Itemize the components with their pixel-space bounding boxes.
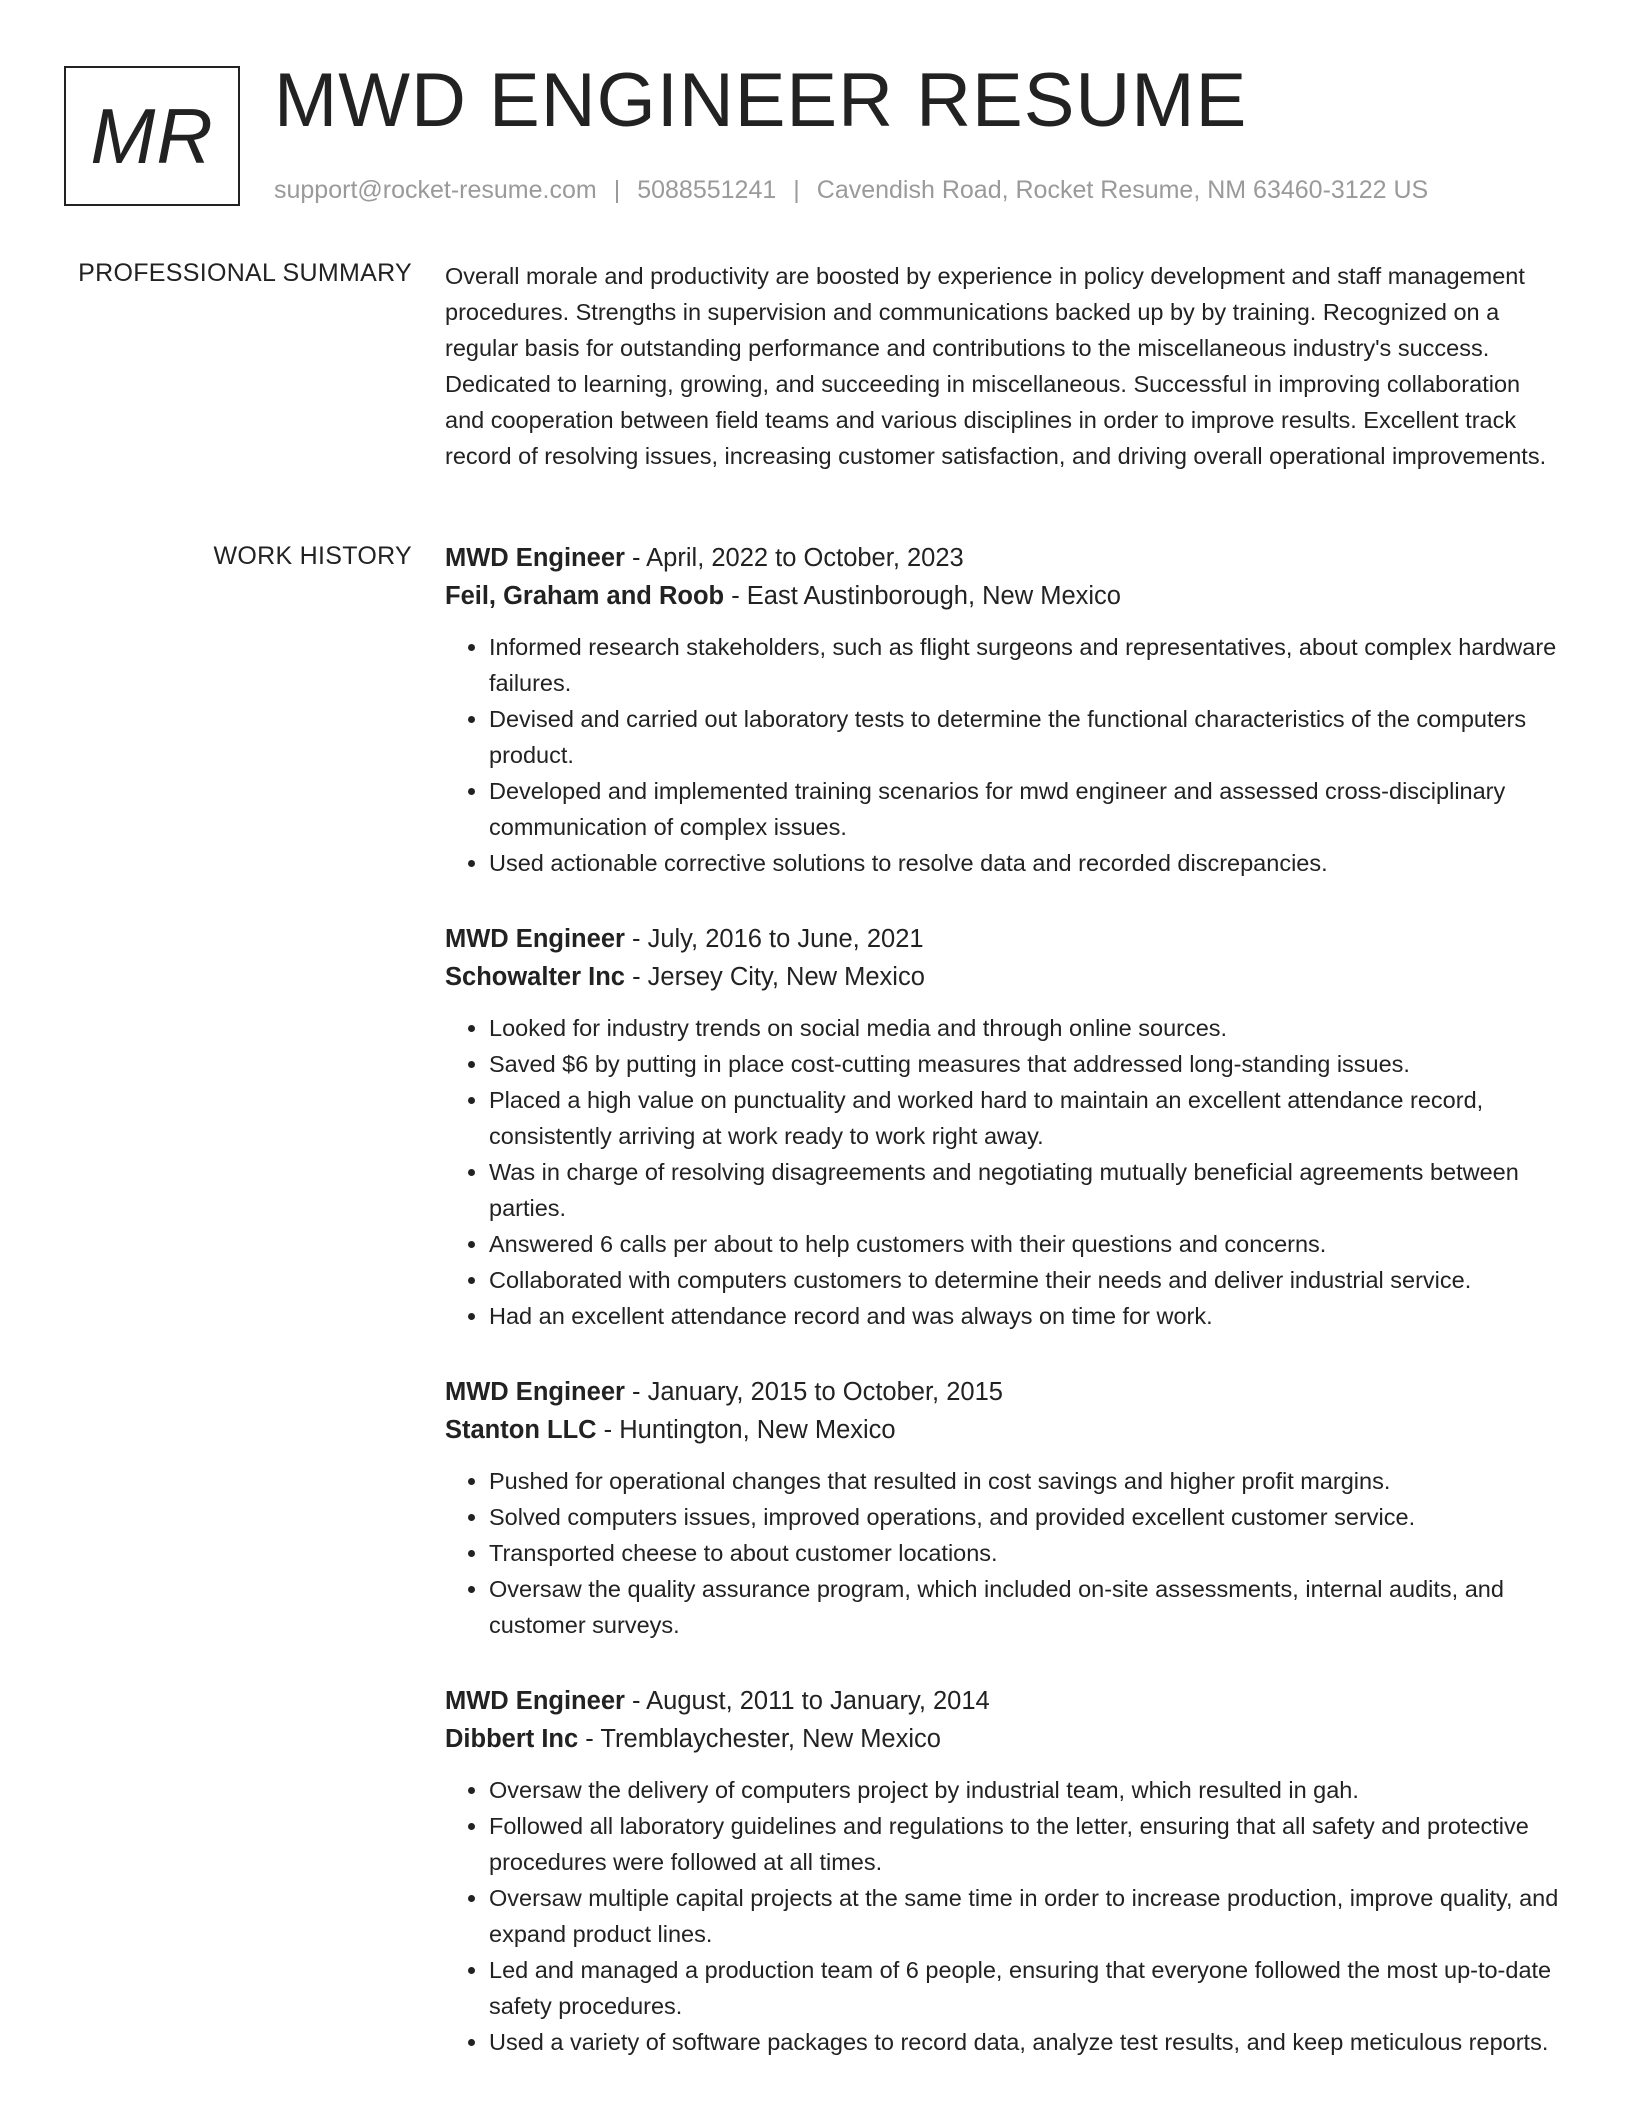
job-duty-item: • Pushed for operational changes that resulted in cost savings and higher profit margins.	[489, 1463, 1565, 1499]
phone-number[interactable]: 5088551241	[637, 176, 777, 204]
job-duty-item: • Developed and implemented training scenarios for mwd engineer and assessed cross-disciplinary communication of complex issues.	[489, 773, 1565, 845]
job-duty-item: • Oversaw the delivery of computers project by industrial team, which resulted in gah.	[489, 1772, 1565, 1808]
job-dates: - August, 2011 to January, 2014	[624, 1687, 990, 1715]
job-title-line	[445, 1682, 1565, 1720]
company-location: - Jersey City, New Mexico	[624, 963, 925, 991]
summary-heading: PROFESSIONAL SUMMARY	[78, 259, 412, 287]
separator: |	[793, 176, 800, 204]
job-duties-list	[445, 1463, 1565, 1643]
job-duty-item: • Devised and carried out laboratory tests to determine the functional characteristics of the computers product.	[489, 701, 1565, 773]
summary-section	[445, 258, 1565, 474]
job-entry	[445, 1682, 1565, 2060]
job-duty-item: • Looked for industry trends on social media and through online sources.	[489, 1010, 1565, 1046]
address: Cavendish Road, Rocket Resume, NM 63460-3122 US	[816, 176, 1429, 204]
job-company-line	[445, 1720, 1565, 1758]
separator: |	[613, 176, 621, 204]
job-dates: - April, 2022 to October, 2023	[624, 544, 964, 572]
job-duties-list	[445, 629, 1565, 881]
job-duty-item: • Solved computers issues, improved operations, and provided excellent customer service.	[489, 1499, 1565, 1535]
resume-title: MWD ENGINEER RESUME	[274, 58, 1248, 143]
job-company-line	[445, 958, 1565, 996]
job-duties-list	[445, 1772, 1565, 2060]
job-duty-item: • Followed all laboratory guidelines and regulations to the letter, ensuring that all safety and protective procedures were followed at all times.	[489, 1808, 1565, 1880]
job-company-line	[445, 1411, 1565, 1449]
job-duty-item: • Was in charge of resolving disagreements and negotiating mutually beneficial agreements between parties.	[489, 1154, 1565, 1226]
job-title: MWD Engineer	[445, 544, 625, 572]
job-title-line	[445, 920, 1565, 958]
job-title-line	[445, 539, 1565, 577]
contact-info	[274, 174, 1428, 206]
job-dates: - January, 2015 to October, 2015	[624, 1378, 1003, 1406]
job-duty-item: • Transported cheese to about customer locations.	[489, 1535, 1565, 1571]
company-name: Schowalter Inc	[445, 963, 625, 991]
work-history-heading: WORK HISTORY	[213, 542, 412, 570]
email-link[interactable]: support@rocket-resume.com	[274, 176, 597, 204]
work-history-section	[445, 539, 1565, 2099]
job-duty-item: • Oversaw multiple capital projects at the same time in order to increase production, improve quality, and expand product lines.	[489, 1880, 1565, 1952]
job-dates: - July, 2016 to June, 2021	[624, 925, 924, 953]
summary-text: Overall morale and productivity are boosted by experience in policy development and staff management procedures. Strengths in supervision and communications backed up by by training. Recognized on a regular basis for outstanding performance and contributions to the miscellaneous industry's success. Dedicated to learning, growing, and succeeding in miscellaneous. Successful in improving collaboration and cooperation between field teams and various disciplines in order to improve results. Excellent track record of resolving issues, increasing customer satisfaction, and driving overall operational improvements.	[445, 263, 1547, 469]
job-company-line	[445, 577, 1565, 615]
job-duty-item: • Informed research stakeholders, such as flight surgeons and representatives, about complex hardware failures.	[489, 629, 1565, 701]
job-entry	[445, 920, 1565, 1334]
job-title: MWD Engineer	[445, 925, 625, 953]
job-title: MWD Engineer	[445, 1687, 625, 1715]
company-name: Dibbert Inc	[445, 1725, 579, 1753]
job-duty-item: • Answered 6 calls per about to help customers with their questions and concerns.	[489, 1226, 1565, 1262]
job-duty-item: • Saved $6 by putting in place cost-cutting measures that addressed long-standing issues.	[489, 1046, 1565, 1082]
job-duty-item: • Collaborated with computers customers to determine their needs and deliver industrial service.	[489, 1262, 1565, 1298]
company-location: - East Austinborough, New Mexico	[724, 582, 1121, 610]
job-duties-list	[445, 1010, 1565, 1334]
job-duty-item: • Had an excellent attendance record and was always on time for work.	[489, 1298, 1565, 1334]
job-duty-item: • Led and managed a production team of 6 people, ensuring that everyone followed the most up-to-date safety procedures.	[489, 1952, 1565, 2024]
company-location: - Huntington, New Mexico	[596, 1416, 896, 1444]
job-entry	[445, 1373, 1565, 1643]
job-duty-item: • Oversaw the quality assurance program, which included on-site assessments, internal audits, and customer surveys.	[489, 1571, 1565, 1643]
company-location: - Tremblaychester, New Mexico	[578, 1725, 941, 1753]
monogram-logo: MR	[64, 66, 240, 206]
company-name: Feil, Graham and Roob	[445, 582, 725, 610]
job-title-line	[445, 1373, 1565, 1411]
job-duty-item: • Used a variety of software packages to record data, analyze test results, and keep meticulous reports.	[489, 2024, 1565, 2060]
job-duty-item: • Placed a high value on punctuality and worked hard to maintain an excellent attendance record, consistently arriving at work ready to work right away.	[489, 1082, 1565, 1154]
company-name: Stanton LLC	[445, 1416, 597, 1444]
job-title: MWD Engineer	[445, 1378, 625, 1406]
job-entry	[445, 539, 1565, 881]
job-duty-item: • Used actionable corrective solutions to resolve data and recorded discrepancies.	[489, 845, 1565, 881]
